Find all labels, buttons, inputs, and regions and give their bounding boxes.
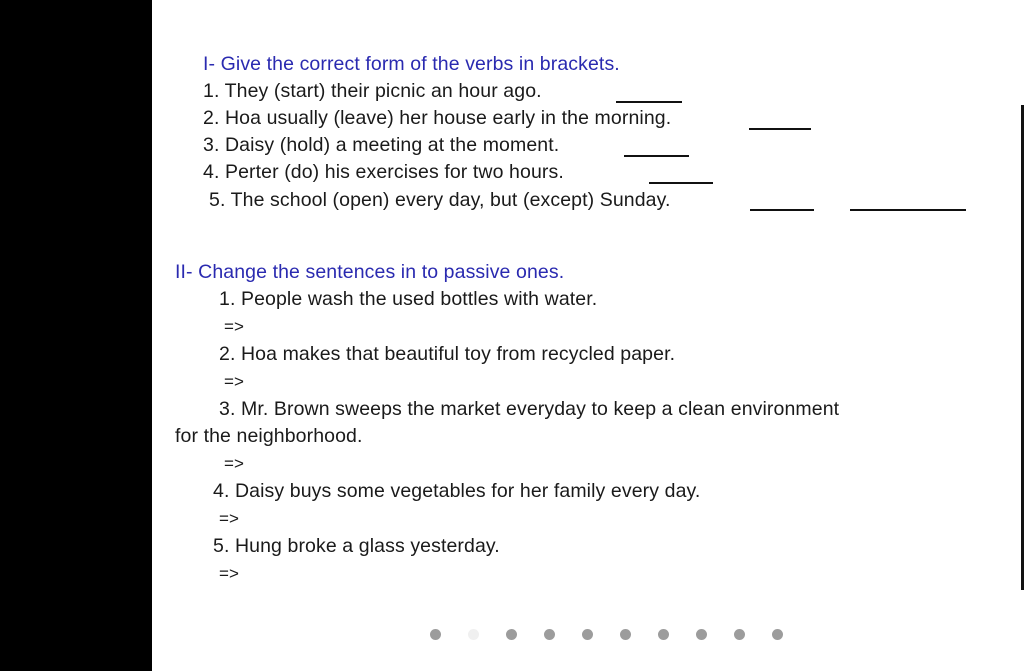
exercise-1-item-2: 2. Hoa usually (leave) her house early in the morning. (203, 107, 672, 129)
page-dot[interactable] (430, 629, 441, 640)
page-dot[interactable] (772, 629, 783, 640)
page-dot[interactable] (506, 629, 517, 640)
left-black-band (0, 0, 152, 671)
page-dot[interactable] (582, 629, 593, 640)
exercise-2-item-1: 1. People wash the used bottles with water. (219, 288, 598, 310)
answer-arrow: => (224, 454, 245, 473)
exercise-1-item-3: 3. Daisy (hold) a meeting at the moment. (203, 134, 560, 156)
answer-blank (616, 101, 682, 103)
page-dot[interactable] (696, 629, 707, 640)
section-1-heading: I- Give the correct form of the verbs in brackets. (203, 53, 620, 75)
page-dot[interactable] (544, 629, 555, 640)
page-dot-current[interactable] (468, 629, 479, 640)
page-dot[interactable] (658, 629, 669, 640)
exercise-2-item-5: 5. Hung broke a glass yesterday. (213, 535, 500, 557)
page-dot[interactable] (734, 629, 745, 640)
answer-blank (750, 209, 814, 211)
exercise-1-item-1: 1. They (start) their picnic an hour ago. (203, 80, 542, 102)
exercise-2-item-4: 4. Daisy buys some vegetables for her family every day. (213, 480, 701, 502)
answer-blank (850, 209, 966, 211)
answer-arrow: => (219, 564, 240, 583)
answer-blank (749, 128, 811, 130)
page-dot[interactable] (620, 629, 631, 640)
answer-blank (649, 182, 713, 184)
exercise-2-item-2: 2. Hoa makes that beautiful toy from recycled paper. (219, 343, 676, 365)
answer-blank (624, 155, 689, 157)
exercise-1-item-5: 5. The school (open) every day, but (except) Sunday. (209, 189, 671, 211)
section-2-heading: II- Change the sentences in to passive ones. (175, 261, 565, 283)
exercise-2-item-3-continuation: for the neighborhood. (175, 425, 363, 447)
answer-arrow: => (224, 372, 245, 391)
exercise-1-item-4: 4. Perter (do) his exercises for two hours. (203, 161, 564, 183)
answer-arrow: => (219, 509, 240, 528)
answer-arrow: => (224, 317, 245, 336)
exercise-2-item-3: 3. Mr. Brown sweeps the market everyday to keep a clean environment (219, 398, 840, 420)
